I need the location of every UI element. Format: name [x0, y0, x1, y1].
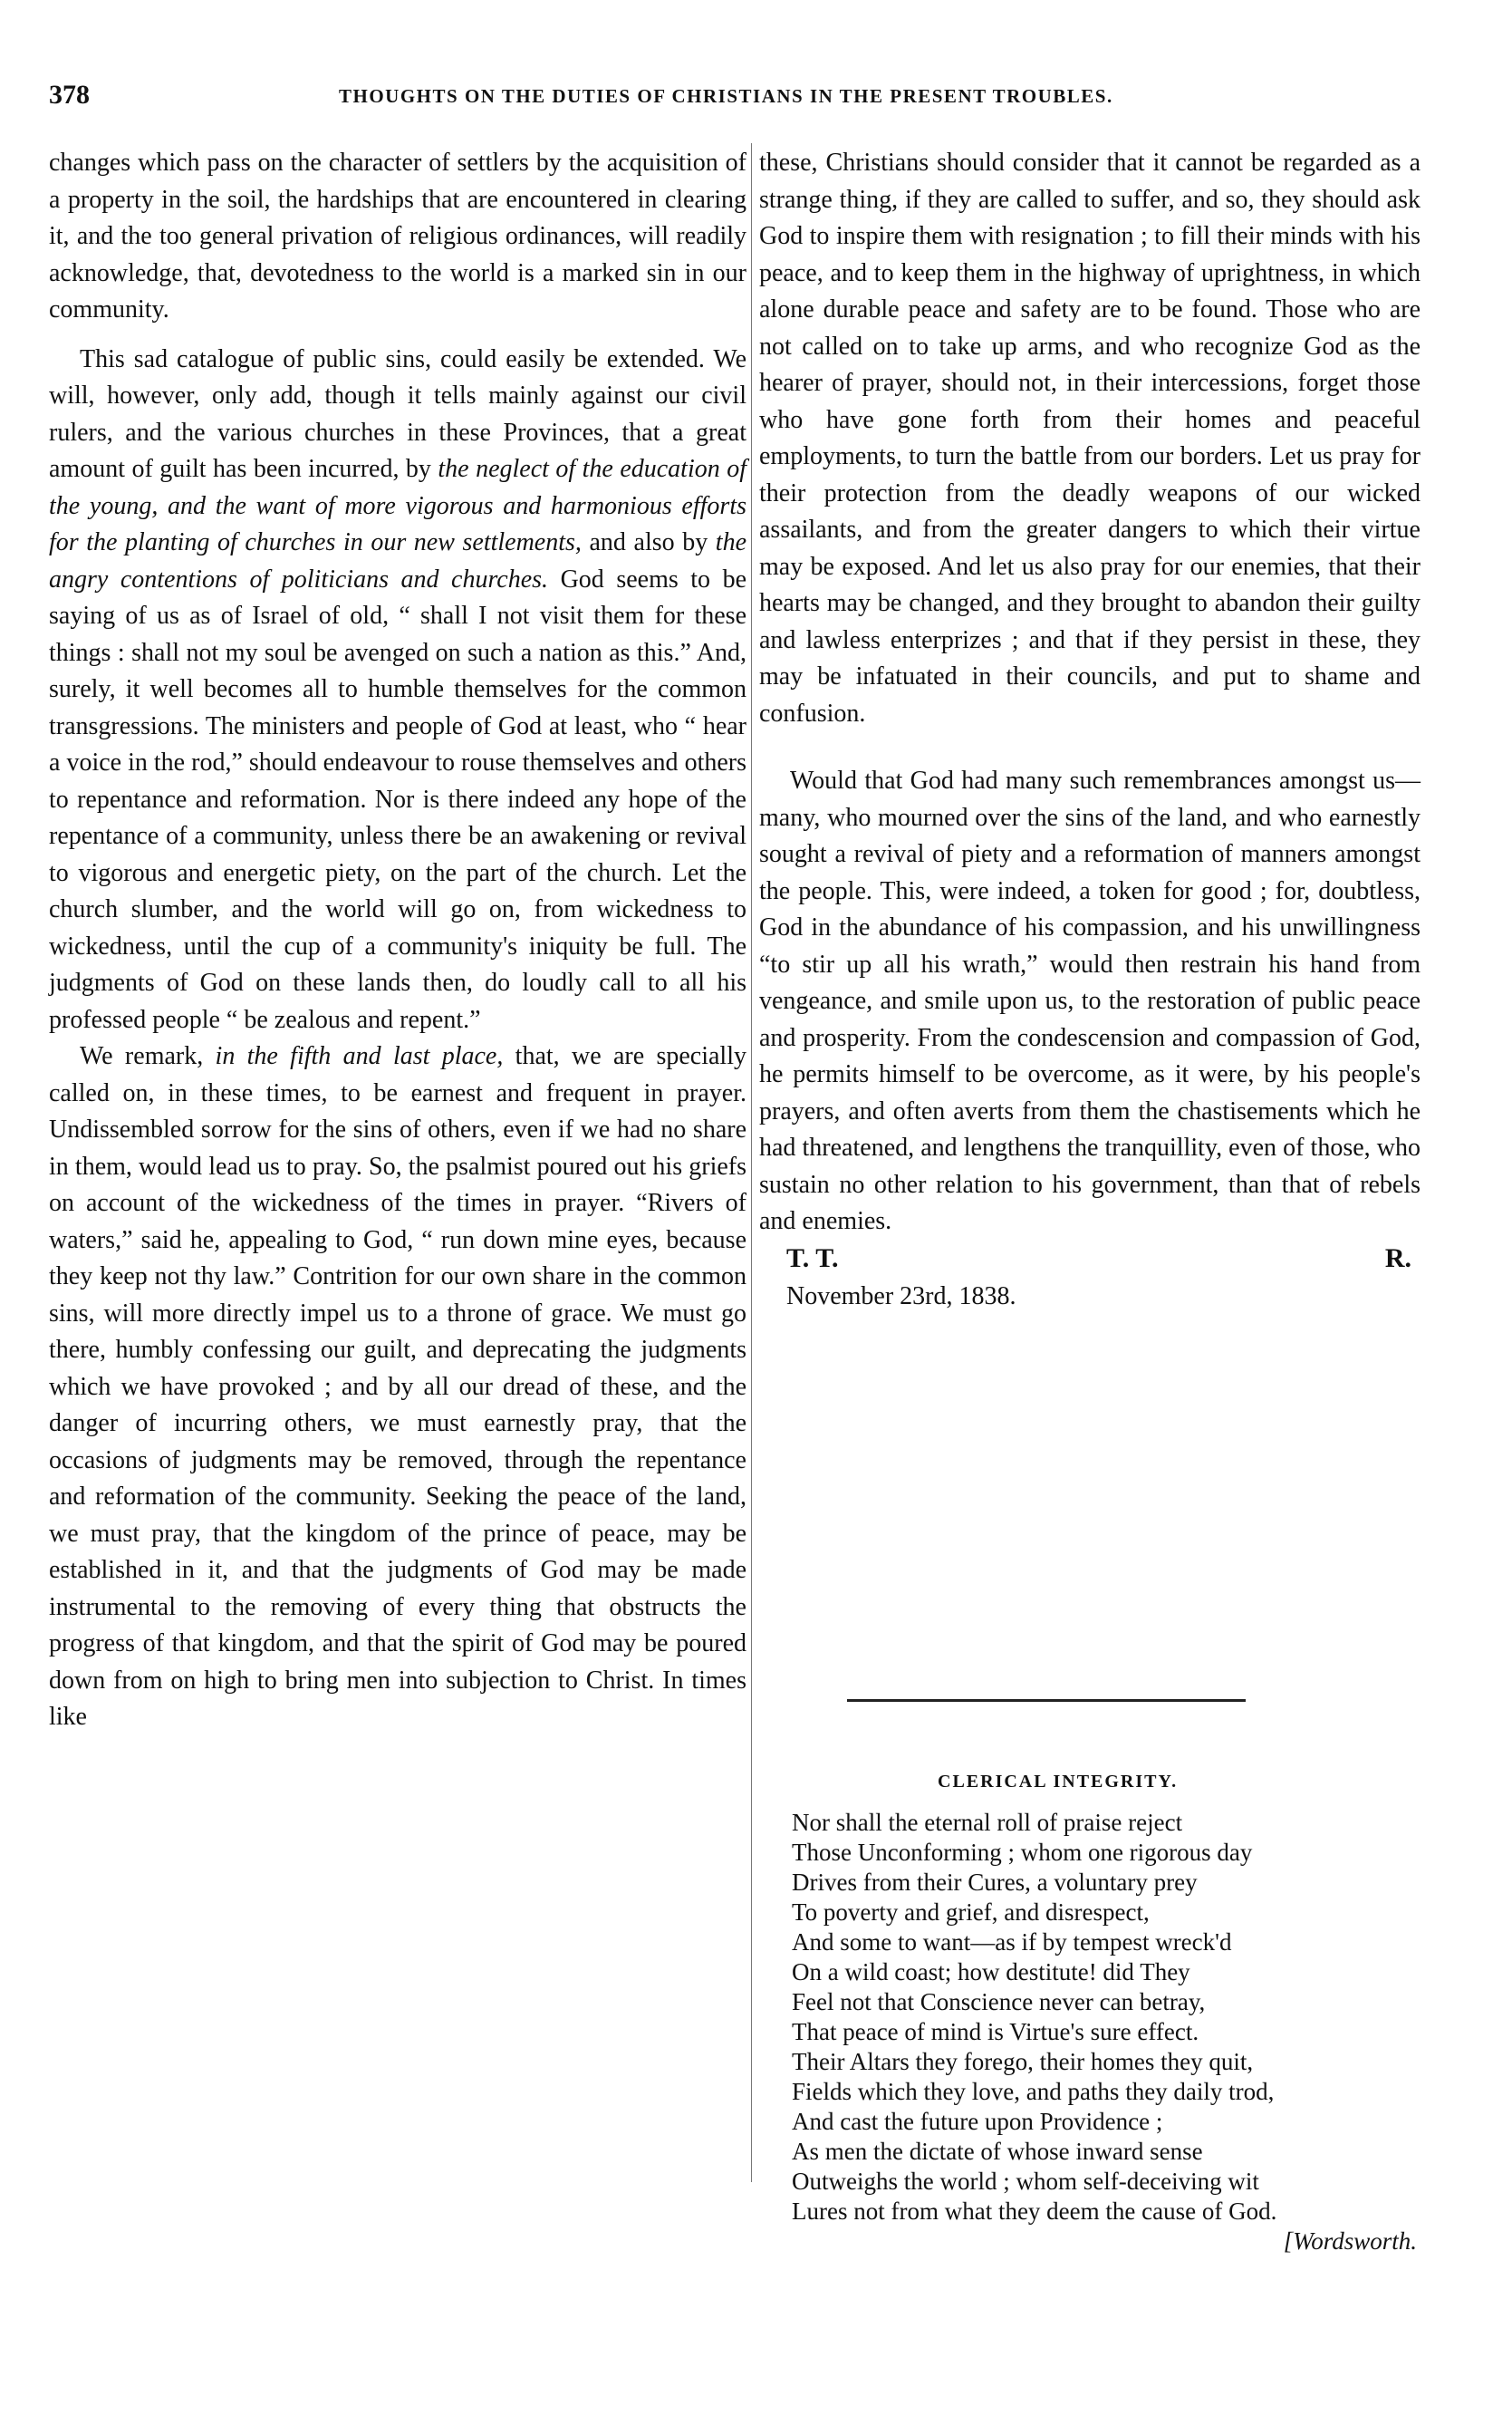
signature-initials: T. T. [786, 1242, 839, 1273]
poem-line: Drives from their Cures, a voluntary prey [792, 1869, 1198, 1896]
poem-line: Fields which they love, and paths they daily trod, [792, 2078, 1275, 2105]
section-divider [847, 1699, 1246, 1702]
paragraph: changes which pass on the character of settlers by the acquisition of a property in the soil, the hardships that are encountered in clearing it, and the too general privation of religious ordinances, will readily acknowledge, that, devotedness to the world is a marked sin in our community. [49, 149, 746, 324]
signature-initial-right: R. [1384, 1242, 1411, 1273]
paragraph: these, Christians should consider that it cannot be regarded as a strange thing, if they are called to suffer, and so, they should ask God to inspire them with resignation ; to fill their minds with his peace, and to keep them in the highway of uprightness, in which alone durable peace and safety are to be found. Those who are not called on to take up arms, and who recognize God as the hearer of prayer, should not, in their intercessions, forget those who have gone forth from their homes and peaceful employments, to turn the battle from our borders. Let us pray for their protection from the deadly weapons of our wicked assailants, and from the greater dangers to which their virtue may be exposed. And let us also pray for our enemies, that their hearts may be changed, and they brought to abandon their guilty and lawless enterprizes ; and that if they persist in these, they may be infatuated in their councils, and put to shame and confusion. [759, 149, 1421, 728]
paragraph [49, 1038, 746, 1736]
text-run: God seems to be saying of us as of Israel of old, “ shall I not visit them for these things : shall not my soul be avenged on such a nation as this.” And, surely, it well becomes all to humble themselves for the common transgressions. The ministers and people of God at least, who “ hear a voice in the rod,” should endeavour to rouse themselves and others to repentance and reformation. Nor is there indeed any hope of the repentance of a community, unless there be an awakening or revival to vigorous and energetic piety, on the part of the church. Let the church slumber, and the world will go on, from wickedness to wickedness, until the cup of a community's iniquity be full. The judgments of God on these lands then, do loudly call to all his professed people “ be zealous and repent.” [49, 565, 747, 1034]
poem-line: And cast the future upon Providence ; [792, 2108, 1163, 2135]
poem-line: On a wild coast; how destitute! did They [792, 1958, 1190, 1985]
left-column [49, 145, 746, 1736]
text-run: We remark, [80, 1042, 216, 1070]
column-divider [751, 143, 752, 2182]
poem [792, 1808, 1426, 2256]
running-title: THOUGHTS ON THE DUTIES OF CHRISTIANS IN THE PRESENT TROUBLES. [339, 85, 1113, 107]
italic-text: in the fifth and last place, [215, 1042, 504, 1070]
poem-attribution: [Wordsworth. [1283, 2227, 1417, 2255]
poem-line: Feel not that Conscience never can betray, [792, 1988, 1206, 2015]
page-header [40, 80, 1426, 116]
poem-title: CLERICAL INTEGRITY. [938, 1772, 1179, 1792]
poem-line: Lures not from what they deem the cause of God. [792, 2198, 1277, 2225]
poem-line: That peace of mind is Virtue's sure effect. [792, 2018, 1199, 2045]
text-run: that, we are specially called on, in these times, to be earnest and frequent in prayer. Undissembled sorrow for the sins of others, even if we had no share in them, would lead us to pray. So, the psalmist poured out his griefs on account of the wickedness of the times in prayer. “Rivers of waters,” said he, appealing to God, “ run down mine eyes, because they keep not thy law.” Contrition for our own share in the common sins, will more directly impel us to a throne of grace. We must go there, humbly confessing our guilt, and deprecating the judgments which we have provoked ; and by all our dread of these, and the danger of incurring others, we must earnestly pray, that the occasions of judgments may be removed, through the repentance and reformation of the community. Seeking the peace of the land, we must pray, that the kingdom of the prince of peace, may be established in it, and that the judgments of God may be made instrumental to the removing of every thing that obstructs the progress of that kingdom, and that the spirit of God may be poured down from on high to bring men into subjection to Christ. In times like [49, 1042, 746, 1731]
page-number: 378 [49, 80, 90, 110]
poem-line: Outweighs the world ; whom self-deceiving wit [792, 2168, 1259, 2195]
italic-text: the angry contentions of politicians and churches. [49, 528, 747, 594]
text-run: and also by [581, 528, 716, 556]
italic-text: the neglect of the education of the young, and the want of more vigorous and harmonious efforts for the planting of churches in our new settlements, [49, 455, 746, 556]
poem-line: As men the dictate of whose inward sense [792, 2138, 1203, 2165]
paragraph [49, 342, 746, 1039]
paragraph: Would that God had many such remembrances amongst us—many, who mourned over the sins of the land, and who earnestly sought a revival of piety and a reformation of manners amongst the people. This, were indeed, a token for good ; for, doubtless, God in the abundance of his compassion, and his unwillingness “to stir up all his wrath,” would then restrain his hand from vengeance, and smile upon us, to the restoration of public peace and prosperity. From the condescension and compassion of God, he permits himself to be overcome, as it were, by his people's prayers, and often averts from them the chastisements which he had threatened, and lengthens the tranquillity, even of those, who sustain no other relation to his government, than that of rebels and enemies. [759, 767, 1421, 1235]
text-run: This sad catalogue of public sins, could easily be extended. We will, however, only add, though it tells mainly against our civil rulers, and the various churches in these Provinces, that a great amount of guilt has been incurred, by [49, 344, 746, 483]
poem-line: Those Unconforming ; whom one rigorous day [792, 1839, 1253, 1866]
right-column [759, 145, 1421, 1315]
date-line: November 23rd, 1838. [786, 1281, 1016, 1310]
poem-line: To poverty and grief, and disrespect, [792, 1898, 1150, 1926]
poem-line: Their Altars they forego, their homes they quit, [792, 2048, 1254, 2075]
poem-line: Nor shall the eternal roll of praise reject [792, 1809, 1183, 1836]
poem-line: And some to want—as if by tempest wreck'd [792, 1928, 1232, 1956]
signature [759, 1241, 1421, 1279]
